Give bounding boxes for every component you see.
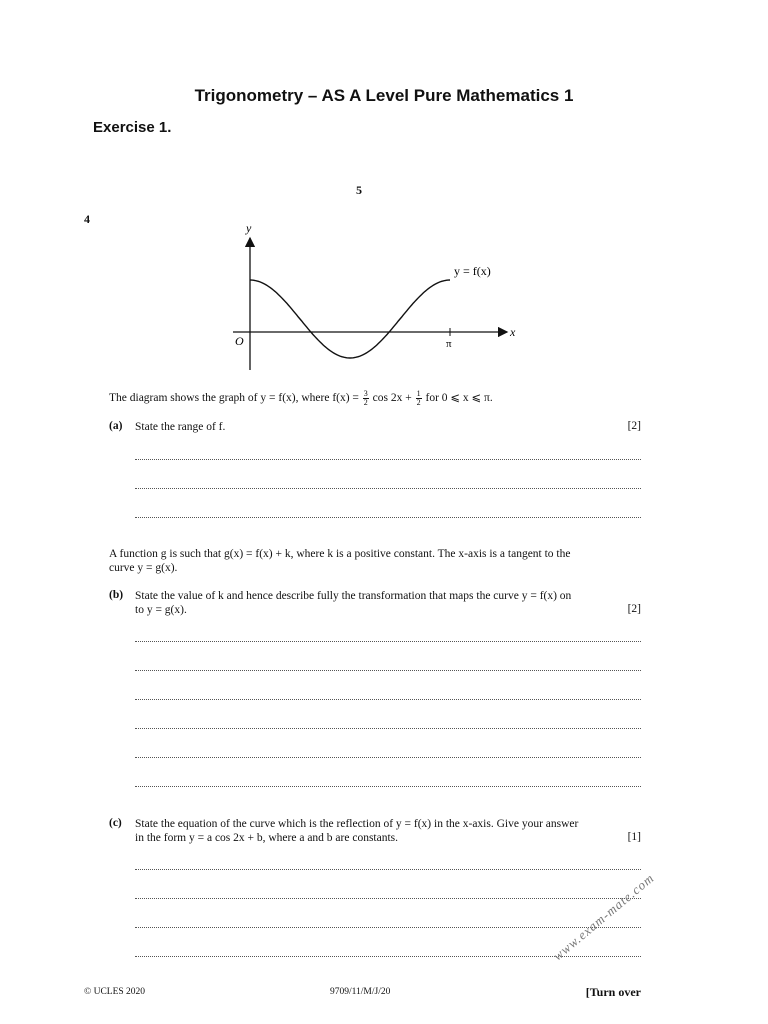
- answer-line[interactable]: [135, 869, 641, 870]
- curve-label: y = f(x): [454, 264, 491, 278]
- paper-code: 9709/11/M/J/20: [330, 987, 391, 997]
- intro-suffix: for 0 ⩽ x ⩽ π.: [425, 392, 493, 405]
- fraction-numerator: 1: [416, 389, 421, 398]
- page-number: 5: [356, 183, 362, 197]
- part-a-label: (a): [109, 420, 123, 432]
- part-c-line2: in the form y = a cos 2x + b, where a and b are constants.: [135, 832, 399, 844]
- x-axis-label: x: [510, 325, 516, 339]
- fraction-three-halves: [363, 390, 369, 407]
- fraction-denominator: 2: [416, 398, 421, 407]
- copyright-notice: © UCLES 2020: [84, 987, 146, 997]
- function-graph: [225, 218, 525, 373]
- part-c-label: (c): [109, 817, 122, 829]
- answer-line[interactable]: [135, 699, 641, 700]
- watermark: www.exam-mate.com: [549, 870, 657, 964]
- origin-label: O: [235, 334, 244, 348]
- function-g-line1: A function g is such that g(x) = f(x) + k, where k is a positive constant. The x-axis is a tangent to the: [109, 548, 571, 560]
- intro-prefix: The diagram shows the graph of y = f(x), where f(x) =: [109, 392, 359, 405]
- question-number: 4: [84, 212, 90, 226]
- answer-line[interactable]: [135, 670, 641, 671]
- cosine-curve: [250, 280, 450, 358]
- fraction-denominator: 2: [363, 398, 368, 407]
- answer-line[interactable]: [135, 757, 641, 758]
- intro-middle: cos 2x +: [372, 392, 412, 405]
- answer-line[interactable]: [135, 786, 641, 787]
- part-b-line2: to y = g(x).: [135, 604, 187, 616]
- question-intro: [109, 390, 493, 407]
- turn-over-label: [Turn over: [585, 985, 641, 999]
- answer-line[interactable]: [135, 459, 641, 460]
- function-g-line2: curve y = g(x).: [109, 562, 178, 574]
- part-a-text: State the range of f.: [135, 421, 226, 433]
- answer-line[interactable]: [135, 517, 641, 518]
- part-b-marks: [2]: [627, 603, 641, 615]
- fraction-numerator: 3: [363, 389, 368, 398]
- answer-line[interactable]: [135, 728, 641, 729]
- part-b-label: (b): [109, 589, 124, 601]
- fraction-one-half: [416, 390, 422, 407]
- page-title: Trigonometry – AS A Level Pure Mathematics 1: [194, 86, 574, 105]
- y-axis-label: y: [246, 221, 252, 235]
- part-c-marks: [1]: [627, 831, 641, 843]
- part-a-marks: [2]: [627, 420, 641, 432]
- part-b-line1: State the value of k and hence describe fully the transformation that maps the curve y = f(x) on: [135, 590, 572, 602]
- exercise-heading: Exercise 1.: [93, 119, 172, 136]
- pi-label: π: [446, 338, 452, 350]
- part-c-line1: State the equation of the curve which is the reflection of y = f(x) in the x-axis. Give your answer: [135, 818, 579, 830]
- answer-line[interactable]: [135, 898, 641, 899]
- answer-line[interactable]: [135, 641, 641, 642]
- answer-line[interactable]: [135, 488, 641, 489]
- answer-line[interactable]: [135, 927, 641, 928]
